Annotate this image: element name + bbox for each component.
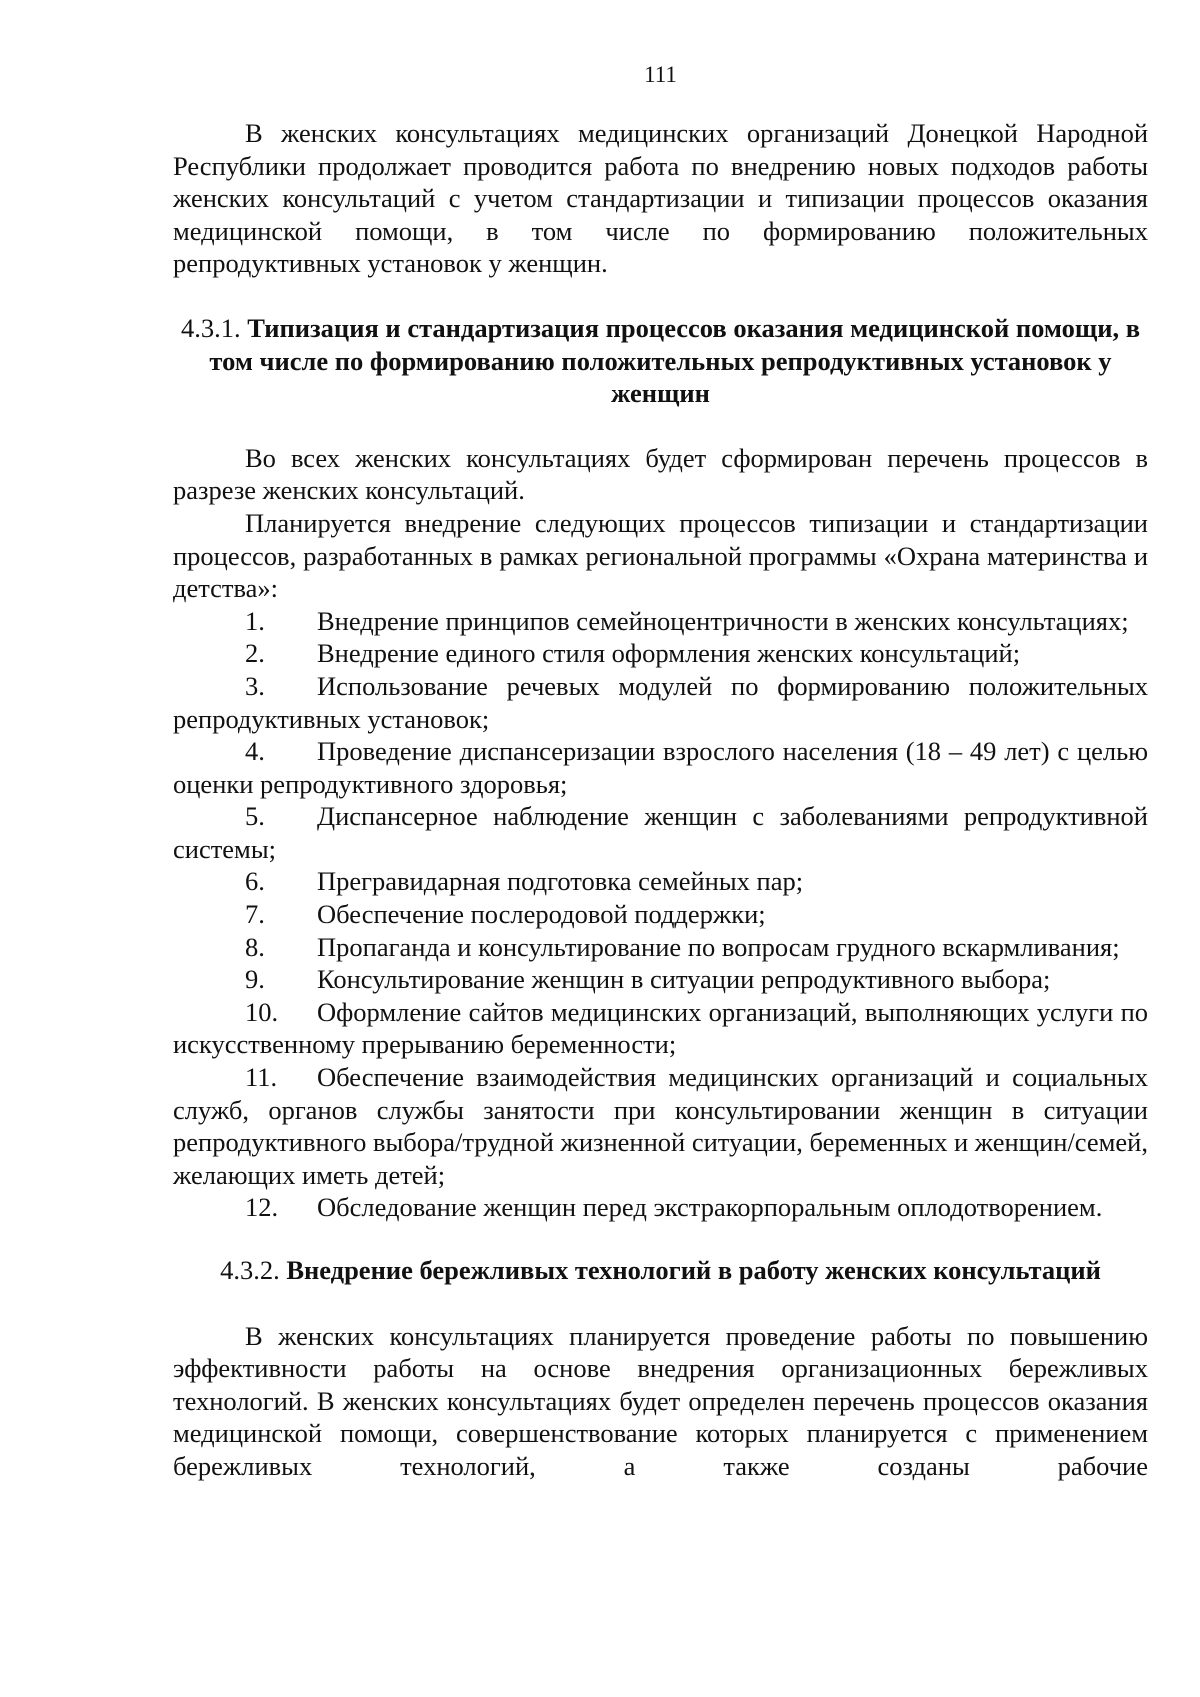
list-item-text: Обследование женщин перед экстракорпоральным оплодотворением. [317,1192,1103,1223]
section-heading-4-3-1 [173,312,1148,410]
list-item [173,670,1148,735]
list-item [173,735,1148,800]
numbered-list [173,605,1148,1224]
list-item-number: 12. [245,1192,279,1223]
list-item-number: 4. [245,736,265,767]
section-heading-4-3-2 [173,1254,1148,1287]
list-item-number: 2. [245,638,265,669]
page-content [173,117,1148,1483]
intro-paragraph: В женских консультациях медицинских организаций Донецкой Народной Республики продолжает проводится работа по внедрению новых подходов работы женских консультаций с учетом стандартизации и типизации процессов оказания медицинской помощи, в том числе по формированию положительных репродуктивных установок у женщин. [173,118,1148,279]
list-item-number: 7. [245,899,265,930]
section-number: 4.3.1. [180,312,241,343]
list-item-number: 10. [245,996,279,1027]
body-paragraph: В женских консультациях планируется проведение работы по повышению эффективности работы на основе внедрения организационных бережливых технологий. В женских консультациях будет определен перечень процессов оказания медицинской помощи, совершенствование которых планируется с применением бережливых технологий, а также созданы рабочие [173,1320,1148,1481]
list-item [173,1191,1148,1224]
list-item-number: 5. [245,801,265,832]
list-item-number: 3. [245,670,265,701]
list-item-number: 1. [245,605,265,636]
list-item-number: 8. [245,931,265,962]
list-item-text: Пропаганда и консультирование по вопросам грудного вскармливания; [317,931,1120,962]
list-item-text: Внедрение принципов семейноцентричности в женских консультациях; [317,605,1129,636]
body-paragraph: Во всех женских консультациях будет сформирован перечень процессов в разрезе женских консультаций. [173,442,1148,506]
section-number: 4.3.2. [220,1255,280,1285]
list-item [173,637,1148,670]
list-item-text: Консультирование женщин в ситуации репродуктивного выбора; [317,964,1051,995]
page-number: 111 [644,62,677,87]
list-item [173,898,1148,931]
list-item-text: Использование речевых модулей по формированию положительных репродуктивных установок; [173,670,1148,734]
list-item [173,865,1148,898]
list-item [173,996,1148,1061]
list-item-text: Обеспечение взаимодействия медицинских организаций и социальных служб, органов службы занятости при консультировании женщин в ситуации репродуктивного выбора/трудной жизненной ситуации, беременных и женщин/семей, желающих иметь детей; [173,1062,1148,1190]
body-paragraph: Планируется внедрение следующих процессов типизации и стандартизации процессов, разработанных в рамках региональной программы «Охрана материнства и детства»: [173,507,1148,604]
list-item-text: Диспансерное наблюдение женщин с заболеваниями репродуктивной системы; [173,801,1148,864]
list-item-text: Обеспечение послеродовой поддержки; [317,899,766,930]
section-title: Типизация и стандартизация процессов оказания медицинской помощи, в том числе по формированию положительных репродуктивных установок у женщин [209,312,1141,409]
list-item-text: Прегравидарная подготовка семейных пар; [317,866,804,897]
list-item-number: 11. [245,1062,278,1093]
list-item [173,800,1148,865]
list-item-text: Проведение диспансеризации взрослого населения (18 – 49 лет) с целью оценки репродуктивного здоровья; [173,736,1148,799]
section-title: Внедрение бережливых технологий в работу женских консультаций [286,1255,1101,1285]
list-item-number: 9. [245,964,265,995]
list-item [173,1061,1148,1191]
list-item [173,605,1148,638]
list-item-text: Оформление сайтов медицинских организаций, выполняющих услуги по искусственному прерыванию беременности; [173,996,1148,1060]
list-item [173,963,1148,996]
list-item-text: Внедрение единого стиля оформления женских консультаций; [317,638,1021,669]
list-item-number: 6. [245,866,265,897]
list-item [173,931,1148,964]
